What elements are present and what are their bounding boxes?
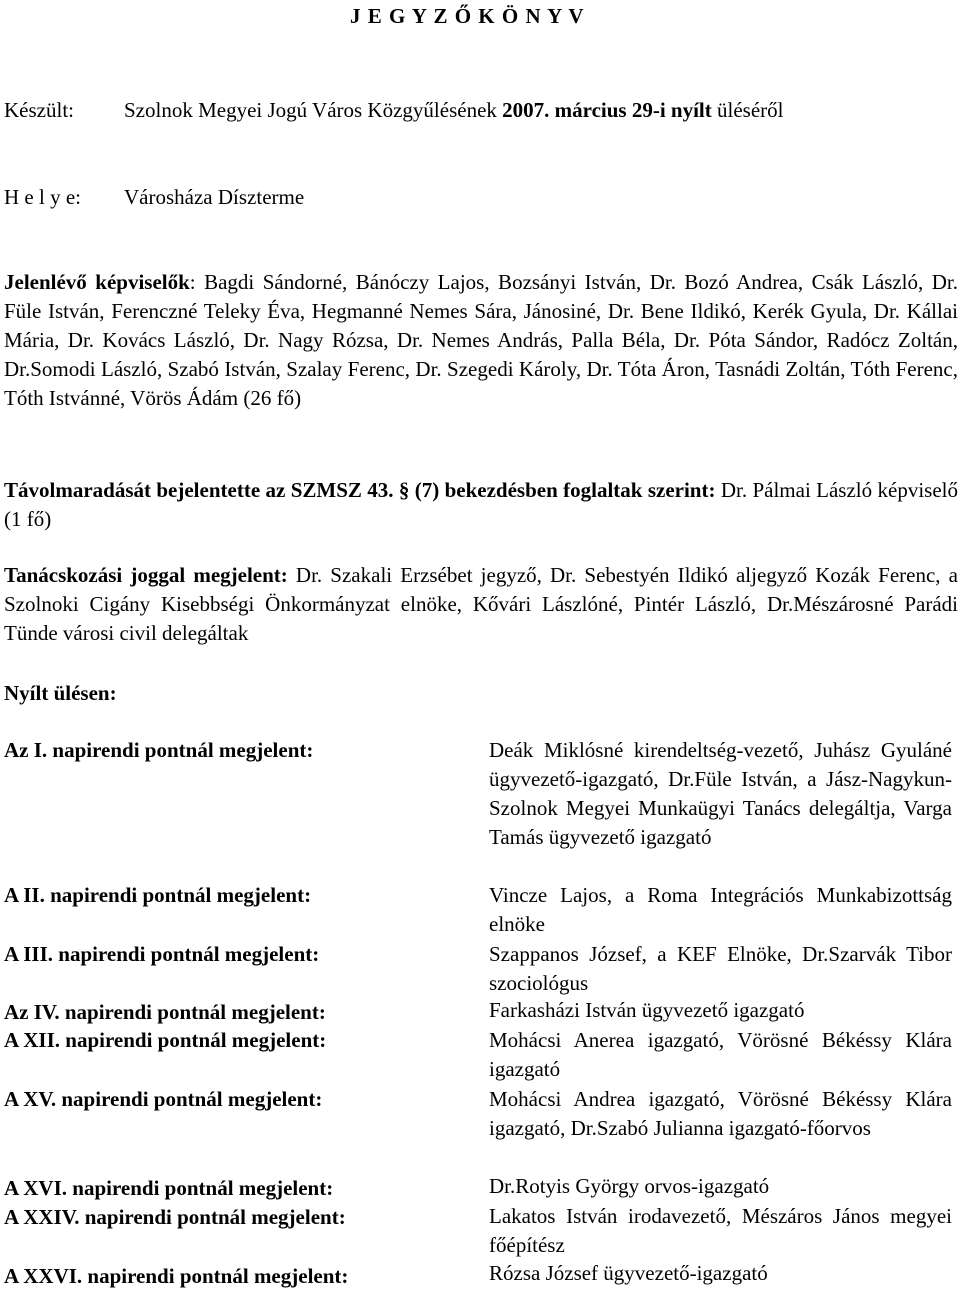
- tavol-label: Távolmaradását bejelentette az SZMSZ 43. § (7) bekezdésben foglaltak szerint:: [4, 478, 716, 502]
- agenda-value-2: Vincze Lajos, a Roma Integrációs Munkabizottság elnöke: [489, 883, 952, 936]
- keszult-suffix: üléséről: [717, 98, 784, 122]
- keszult-date: 2007. március 29-i nyílt: [502, 98, 712, 122]
- agenda-label-1: Az I. napirendi pontnál megjelent:: [4, 738, 314, 762]
- agenda-value-5: Mohácsi Anerea igazgató, Vörösné Békéssy Klára igazgató: [489, 1028, 952, 1081]
- agenda-label-6: A XV. napirendi pontnál megjelent:: [4, 1087, 323, 1111]
- agenda-value-3: Szappanos József, a KEF Elnöke, Dr.Szarvák Tibor szociológus: [489, 942, 952, 995]
- agenda-label-7: A XVI. napirendi pontnál megjelent:: [4, 1176, 334, 1200]
- jelenlevo-label: Jelenlévő képviselők: [4, 270, 190, 294]
- keszult-prefix: Szolnok Megyei Jogú Város Közgyűlésének: [124, 98, 497, 122]
- agenda-label-2: A II. napirendi pontnál megjelent:: [4, 883, 312, 907]
- tavol-paragraph: [4, 476, 958, 534]
- tanacskozasi-paragraph: [4, 561, 958, 648]
- jelenlevo-text: : Bagdi Sándorné, Bánóczy Lajos, Bozsányi István, Dr. Bozó Andrea, Csák László, Dr. Füle István, Ferenczné Teleky Éva, Hegmanné Nemes Sára, Jánosiné, Dr. Bene Ildikó, Kerék Gyula, Dr. Kállai Mária, Dr. Kovács László, Dr. Nagy Rózsa, Dr. Nemes András, Palla Béla, Dr. Póta Sándor, Radócz Zoltán, Dr.Somodi László, Szabó István, Szalay Ferenc, Dr. Szegedi Károly, Dr. Tóta Áron, Tasnádi Zoltán, Tóth Ferenc, Tóth Istvánné, Vörös Ádám (26 fő): [4, 270, 958, 410]
- tanacskozasi-label: Tanácskozási joggal megjelent:: [4, 563, 288, 587]
- tavol-text: Dr. Pálmai László képviselő (1 fő): [4, 478, 958, 531]
- agenda-value-1: Deák Miklósné kirendeltség-vezető, Juhász Gyuláné ügyvezető-igazgató, Dr.Füle István, a Jász-Nagykun-Szolnok Megyei Munkaügyi Tanács delegáltja, Varga Tamás ügyvezető igazgató: [489, 738, 952, 849]
- agenda-label-3: A III. napirendi pontnál megjelent:: [4, 942, 320, 966]
- helye-value: Városháza Díszterme: [124, 185, 305, 209]
- keszult-label: Készült:: [4, 98, 74, 122]
- document-title: J E G Y Z Ő K Ö N Y V: [350, 4, 585, 28]
- agenda-value-7: Dr.Rotyis György orvos-igazgató: [489, 1174, 770, 1198]
- agenda-value-6: Mohácsi Andrea igazgató, Vörösné Békéssy Klára igazgató, Dr.Szabó Julianna igazgató-főorvos: [489, 1087, 952, 1140]
- agenda-value-9: Rózsa József ügyvezető-igazgató: [489, 1261, 768, 1285]
- nyilt-ulesen-heading: Nyílt ülésen:: [4, 681, 117, 705]
- jelenlevo-paragraph: [4, 268, 958, 413]
- agenda-label-8: A XXIV. napirendi pontnál megjelent:: [4, 1205, 346, 1229]
- agenda-label-9: A XXVI. napirendi pontnál megjelent:: [4, 1264, 349, 1288]
- agenda-value-4: Farkasházi István ügyvezető igazgató: [489, 998, 805, 1022]
- keszult-value: [124, 96, 784, 125]
- helye-label: H e l y e:: [4, 185, 81, 209]
- agenda-label-4: Az IV. napirendi pontnál megjelent:: [4, 1000, 326, 1024]
- tanacskozasi-text: Dr. Szakali Erzsébet jegyző, Dr. Sebestyén Ildikó aljegyző Kozák Ferenc, a Szolnoki Cigány Kisebbségi Önkormányzat elnöke, Kővári Lászlóné, Pintér László, Dr.Mészárosné Parádi Tünde városi civil delegáltak: [4, 563, 958, 645]
- agenda-label-5: A XII. napirendi pontnál megjelent:: [4, 1028, 327, 1052]
- agenda-value-8: Lakatos István irodavezető, Mészáros János megyei főépítész: [489, 1204, 952, 1257]
